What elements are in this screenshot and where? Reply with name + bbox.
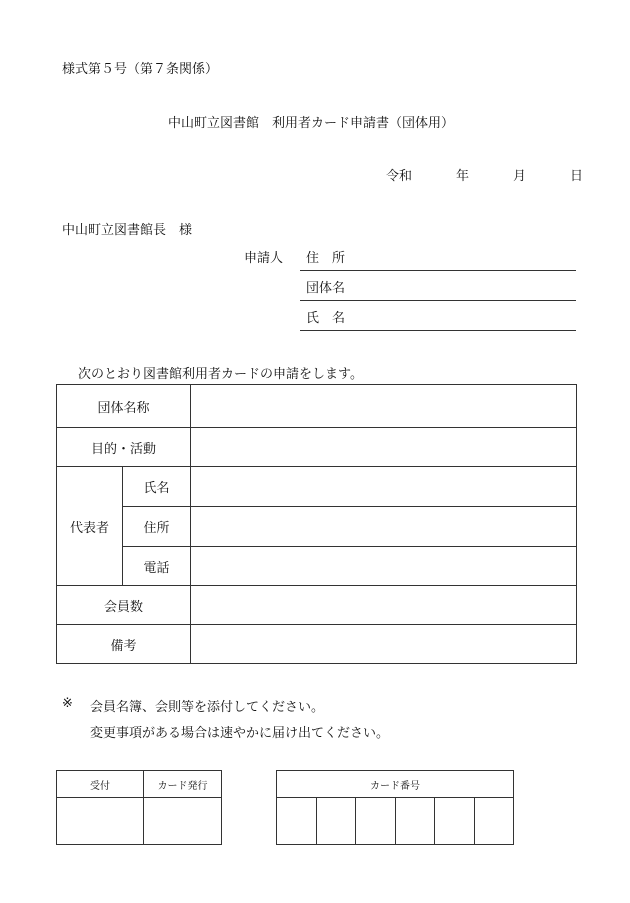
date-day: 日 [570, 169, 584, 184]
page-title: 中山町立図書館 利用者カード申請書（団体用） [168, 116, 455, 131]
note-mark: ※ [62, 696, 73, 711]
rep-phone-field[interactable] [191, 547, 577, 586]
name-underline[interactable] [300, 330, 576, 331]
office-use-table [56, 770, 222, 845]
date-month: 月 [513, 169, 527, 184]
received-label: 受付 [57, 771, 144, 798]
rep-address-field[interactable] [191, 507, 577, 547]
card-number-digit[interactable] [395, 798, 435, 845]
card-number-digit[interactable] [277, 798, 317, 845]
remarks-field[interactable] [191, 625, 577, 664]
purpose-label: 目的・活動 [57, 428, 191, 467]
note-line-2: 変更事項がある場合は速やかに届け出てください。 [90, 726, 390, 741]
applicant-name-label: 氏 名 [306, 311, 346, 326]
card-number-digit[interactable] [474, 798, 514, 845]
representative-label: 代表者 [57, 467, 123, 586]
applicant-label: 申請人 [244, 251, 284, 266]
card-number-table [276, 770, 514, 845]
card-number-digit[interactable] [435, 798, 475, 845]
applicant-group-label: 団体名 [306, 281, 346, 296]
rep-phone-label: 電話 [123, 547, 191, 586]
group-underline[interactable] [300, 300, 576, 301]
rep-name-label: 氏名 [123, 467, 191, 507]
application-table [56, 384, 577, 664]
received-field[interactable] [57, 798, 144, 845]
date-era: 令和 [386, 169, 413, 184]
address-underline[interactable] [300, 270, 576, 271]
addressee: 中山町立図書館長 様 [62, 223, 193, 238]
card-number-label: カード番号 [277, 771, 514, 798]
purpose-field[interactable] [191, 428, 577, 467]
rep-name-field[interactable] [191, 467, 577, 507]
date-year: 年 [456, 169, 470, 184]
card-issued-label: カード発行 [144, 771, 222, 798]
card-number-digit[interactable] [356, 798, 396, 845]
intro-text: 次のとおり図書館利用者カードの申請をします。 [78, 367, 363, 382]
members-field[interactable] [191, 586, 577, 625]
card-number-digit[interactable] [316, 798, 356, 845]
group-name-label: 団体名称 [57, 385, 191, 428]
card-issued-field[interactable] [144, 798, 222, 845]
form-number: 様式第５号（第７条関係） [62, 62, 219, 77]
applicant-address-label: 住 所 [306, 251, 346, 266]
group-name-field[interactable] [191, 385, 577, 428]
remarks-label: 備考 [57, 625, 191, 664]
note-line-1: 会員名簿、会則等を添付してください。 [90, 700, 325, 715]
rep-address-label: 住所 [123, 507, 191, 547]
members-label: 会員数 [57, 586, 191, 625]
